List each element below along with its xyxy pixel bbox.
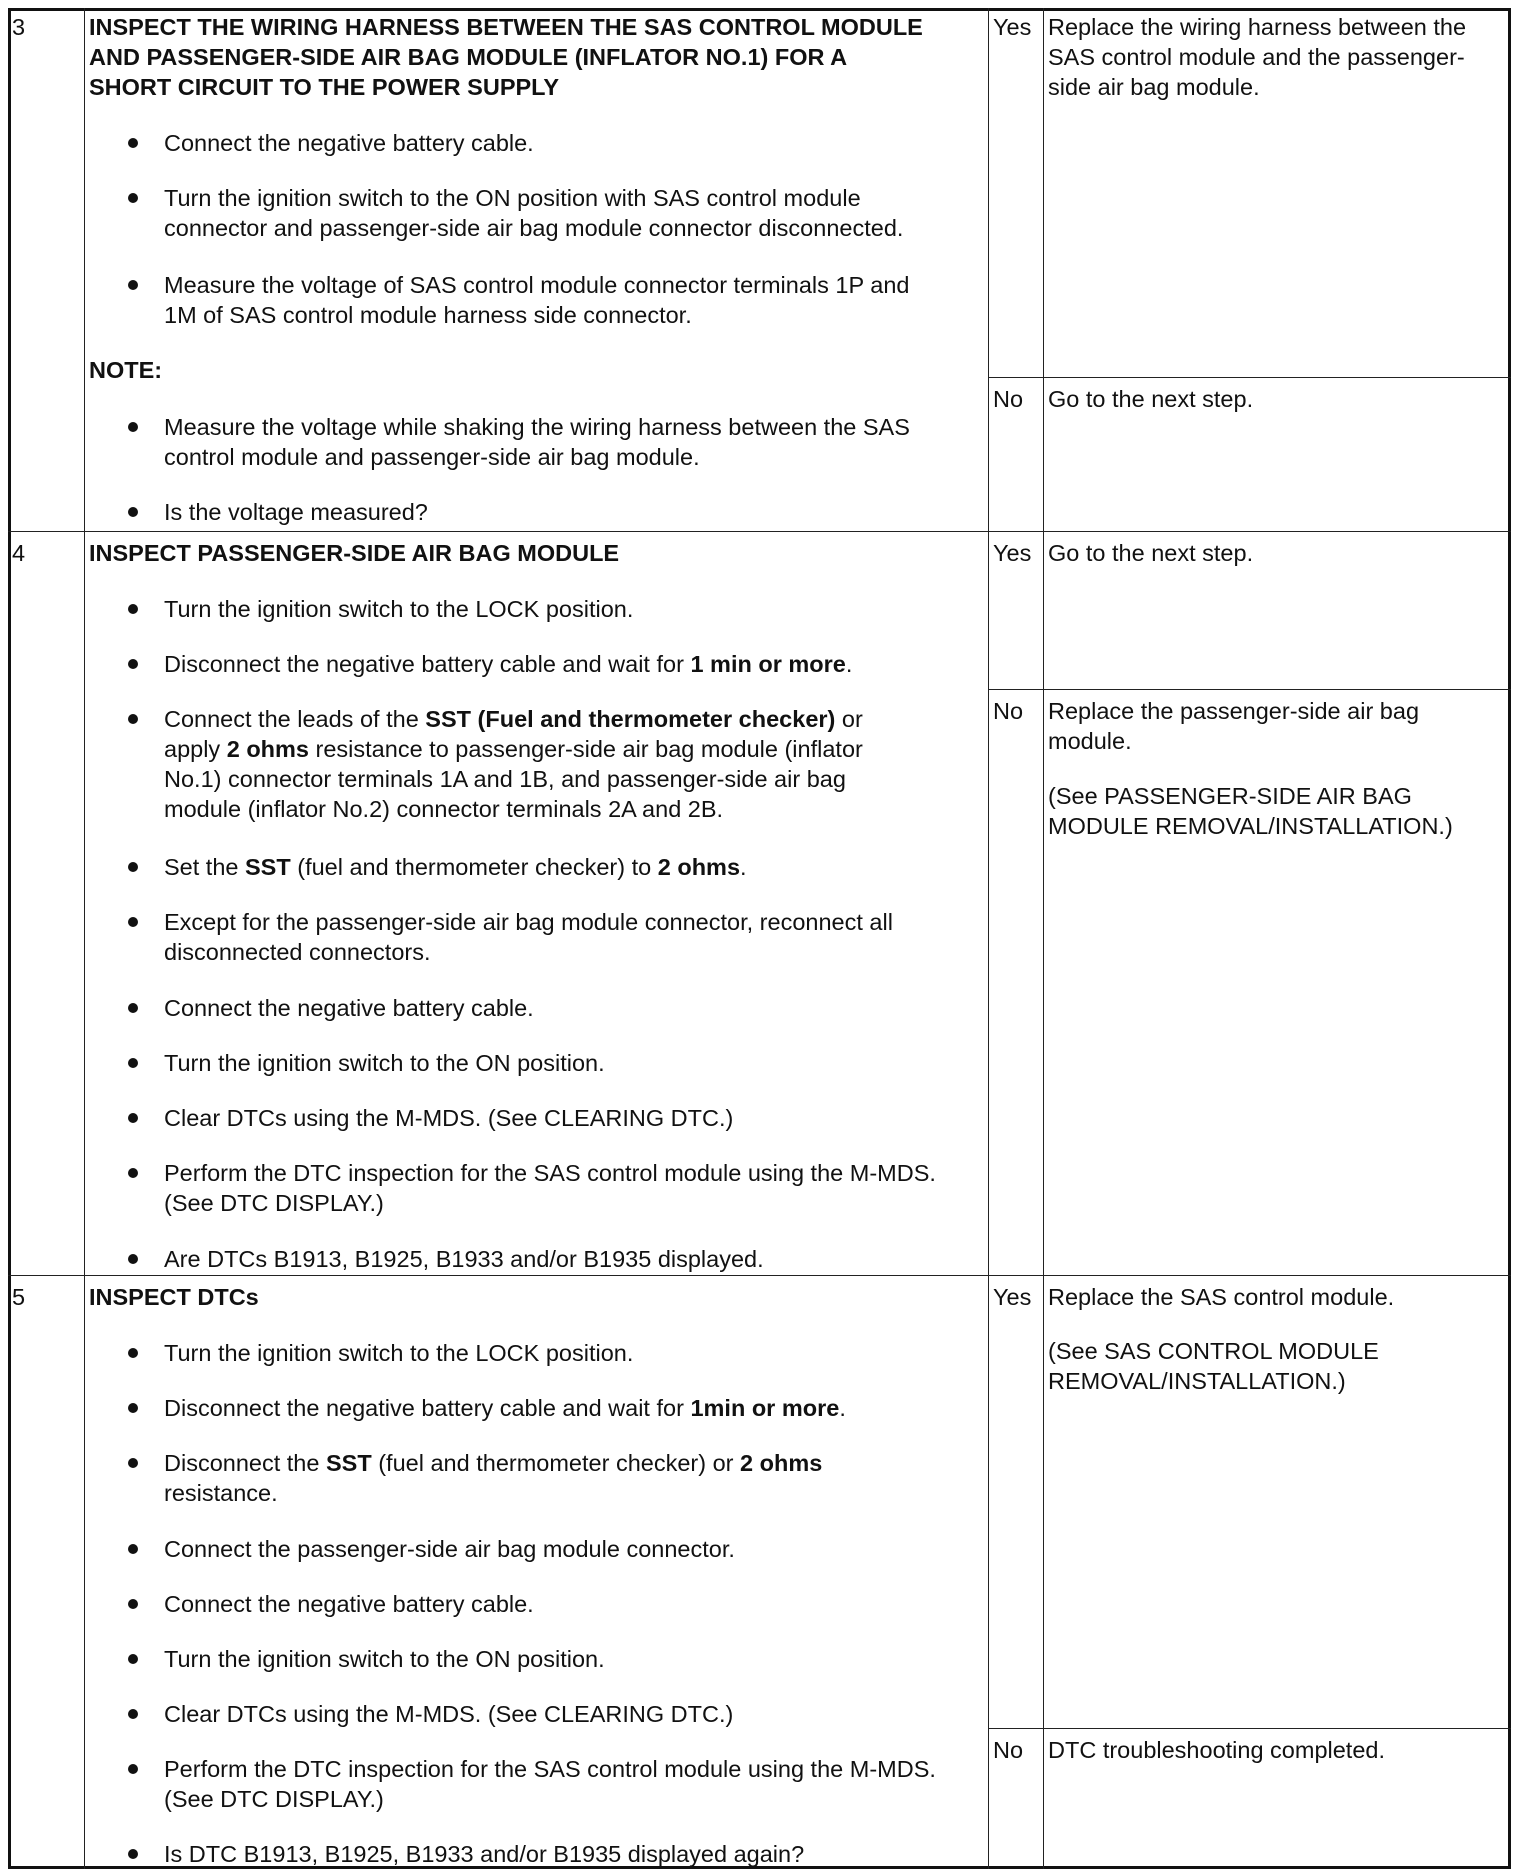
list-item: Except for the passenger-side air bag module connector, reconnect all disconnected connectors.: [164, 909, 893, 965]
yes-label: Yes: [993, 540, 1032, 566]
list-item: Connect the negative battery cable.: [164, 995, 534, 1021]
list-item: Set the SST (fuel and thermometer checker) to 2 ohms.: [164, 854, 747, 880]
step-heading: INSPECT PASSENGER-SIDE AIR BAG MODULE: [89, 540, 620, 566]
yes-action: Replace the SAS control module.: [1048, 1284, 1395, 1310]
bullet-icon: [128, 659, 138, 669]
no-label: No: [993, 698, 1024, 724]
bullet-icon: [128, 193, 138, 203]
row4-yes-no-divider: [988, 689, 1511, 690]
no-action: DTC troubleshooting completed.: [1048, 1737, 1386, 1763]
row3-yes-no-divider: [988, 377, 1511, 378]
step-heading: INSPECT THE WIRING HARNESS BETWEEN THE SAS CONTROL MODULE AND PASSENGER-SIDE AIR BAG MODULE (INFLATOR NO.1) FOR A SHORT CIRCUIT TO THE POWER SUPPLY: [89, 14, 923, 100]
no-label: No: [993, 386, 1024, 412]
bullet-icon: [128, 1113, 138, 1123]
step-number: 3: [12, 14, 26, 40]
list-item: Turn the ignition switch to the ON position with SAS control module connector and passenger-side air bag module connector disconnected.: [164, 185, 904, 241]
no-action: Go to the next step.: [1048, 386, 1254, 412]
bullet-icon: [128, 1403, 138, 1413]
bullet-icon: [128, 1544, 138, 1554]
note-label: NOTE:: [89, 357, 163, 383]
list-item: Measure the voltage while shaking the wiring harness between the SAS control module and passenger-side air bag module.: [164, 414, 910, 470]
bullet-icon: [128, 1764, 138, 1774]
bullet-icon: [128, 507, 138, 517]
list-item: Is DTC B1913, B1925, B1933 and/or B1935 displayed again?: [164, 1841, 805, 1867]
no-label: No: [993, 1737, 1024, 1763]
row-divider-4-5: [8, 1275, 1511, 1276]
list-item: Connect the negative battery cable.: [164, 130, 534, 156]
column-divider-action: [988, 8, 989, 1869]
row-divider-3-4: [8, 531, 1511, 532]
yes-reference: (See SAS CONTROL MODULE REMOVAL/INSTALLATION.): [1048, 1338, 1379, 1394]
no-reference: (See PASSENGER-SIDE AIR BAG MODULE REMOVAL/INSTALLATION.): [1048, 783, 1453, 839]
list-item: Perform the DTC inspection for the SAS control module using the M-MDS. (See DTC DISPLAY.): [164, 1160, 936, 1216]
list-item: Clear DTCs using the M-MDS. (See CLEARING DTC.): [164, 1105, 734, 1131]
bullet-icon: [128, 138, 138, 148]
yes-label: Yes: [993, 14, 1032, 40]
yes-action: Replace the wiring harness between the SAS control module and the passenger-side air bag module.: [1048, 14, 1467, 100]
bullet-icon: [128, 280, 138, 290]
bullet-icon: [128, 1058, 138, 1068]
step-heading: INSPECT DTCs: [89, 1284, 259, 1310]
list-item: Turn the ignition switch to the ON position.: [164, 1646, 605, 1672]
bullet-icon: [128, 1654, 138, 1664]
bullet-icon: [128, 1254, 138, 1264]
bullet-icon: [128, 862, 138, 872]
bullet-icon: [128, 714, 138, 724]
list-item: Disconnect the negative battery cable and wait for 1 min or more.: [164, 651, 853, 677]
bullet-icon: [128, 917, 138, 927]
yes-label: Yes: [993, 1284, 1032, 1310]
bullet-icon: [128, 1003, 138, 1013]
list-item: Disconnect the SST (fuel and thermometer checker) or 2 ohms resistance.: [164, 1450, 823, 1506]
bullet-icon: [128, 1348, 138, 1358]
no-action: Replace the passenger-side air bag module.: [1048, 698, 1420, 754]
bullet-icon: [128, 604, 138, 614]
bullet-icon: [128, 1849, 138, 1859]
list-item: Measure the voltage of SAS control module connector terminals 1P and 1M of SAS control module harness side connector.: [164, 272, 910, 328]
bullet-icon: [128, 1458, 138, 1468]
step-number: 4: [12, 540, 26, 566]
list-item: Disconnect the negative battery cable and wait for 1min or more.: [164, 1395, 846, 1421]
list-item: Connect the negative battery cable.: [164, 1591, 534, 1617]
list-item: Connect the leads of the SST (Fuel and thermometer checker) or apply 2 ohms resistance to passenger-side air bag module (inflator No.1) connector terminals 1A and 1B, and passenger-side air bag module (inflator No.2) connector terminals 2A and 2B.: [164, 706, 863, 822]
list-item: Connect the passenger-side air bag module connector.: [164, 1536, 735, 1562]
row5-yes-no-divider: [988, 1728, 1511, 1729]
list-item: Are DTCs B1913, B1925, B1933 and/or B1935 displayed.: [164, 1246, 764, 1272]
bullet-icon: [128, 1168, 138, 1178]
column-divider-yesno: [1043, 8, 1044, 1869]
list-item: Turn the ignition switch to the ON position.: [164, 1050, 605, 1076]
list-item: Turn the ignition switch to the LOCK position.: [164, 596, 634, 622]
list-item: Is the voltage measured?: [164, 499, 428, 525]
list-item: Perform the DTC inspection for the SAS control module using the M-MDS. (See DTC DISPLAY.): [164, 1756, 936, 1812]
bullet-icon: [128, 1709, 138, 1719]
bullet-icon: [128, 422, 138, 432]
step-number: 5: [12, 1284, 26, 1310]
bullet-icon: [128, 1599, 138, 1609]
list-item: Clear DTCs using the M-MDS. (See CLEARING DTC.): [164, 1701, 734, 1727]
list-item: Turn the ignition switch to the LOCK position.: [164, 1340, 634, 1366]
yes-action: Go to the next step.: [1048, 540, 1254, 566]
column-divider-step: [84, 8, 85, 1869]
